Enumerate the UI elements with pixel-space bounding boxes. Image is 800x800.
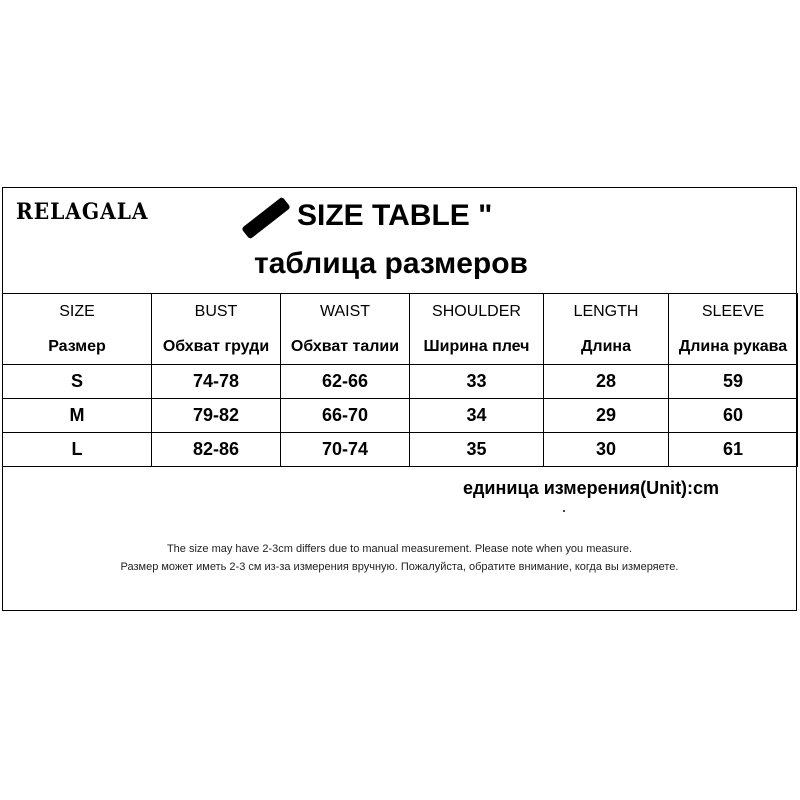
title-english: SIZE TABLE " [297,199,493,232]
header-label-en: SHOULDER [432,303,521,320]
header-label-en: BUST [194,303,238,320]
table-cell-length: 28 [544,365,669,399]
table-cell-bust: 74-78 [152,365,281,399]
measurement-note-english: The size may have 2-3cm differs due to manual measurement. Please note when you measure. [166,543,633,555]
header-cell-length [544,294,669,365]
header-label-ru: Размер [48,338,106,355]
table-cell-size: S [3,365,152,399]
header-cell-shoulder [410,294,544,365]
header-cell-size [3,294,152,365]
table-header-row [3,294,798,365]
table-cell-size: M [3,399,152,433]
title-russian: таблица размеров [254,247,528,280]
header-label-ru: Обхват груди [162,338,270,355]
table-cell-waist: 66-70 [281,399,410,433]
header-label-en: LENGTH [573,303,639,320]
size-table [2,293,798,467]
table-cell-sleeve: 61 [669,433,798,467]
table-cell-shoulder: 35 [410,433,544,467]
table-cell-length: 30 [544,433,669,467]
header-cell-bust [152,294,281,365]
table-cell-length: 29 [544,399,669,433]
table-cell-bust: 79-82 [152,399,281,433]
header-cell-waist [281,294,410,365]
table-row-m [3,399,798,433]
table-row-l [3,433,798,467]
table-cell-sleeve: 59 [669,365,798,399]
header-label-ru: Обхват талии [290,338,400,355]
table-row-s [3,365,798,399]
table-cell-shoulder: 33 [410,365,544,399]
unit-label: единица измерения(Unit):cm [463,478,720,498]
header-label-ru: Длина рукава [678,338,788,355]
header-label-en: SIZE [59,303,95,320]
header-cell-sleeve [669,294,798,365]
stray-dot [563,510,565,512]
measurement-note-russian: Размер может иметь 2-3 см из-за измерения вручную. Пожалуйста, обратите внимание, когда вы измеряете. [120,561,679,573]
table-cell-bust: 82-86 [152,433,281,467]
brand-logo: RELAGALA [16,199,149,225]
header-label-en: WAIST [319,303,371,320]
header-label-ru: Длина [581,338,631,355]
header-label-ru: Ширина плеч [423,338,530,355]
table-cell-sleeve: 60 [669,399,798,433]
table-cell-waist: 70-74 [281,433,410,467]
table-cell-waist: 62-66 [281,365,410,399]
header-label-en: SLEEVE [701,303,765,320]
table-cell-shoulder: 34 [410,399,544,433]
table-cell-size: L [3,433,152,467]
